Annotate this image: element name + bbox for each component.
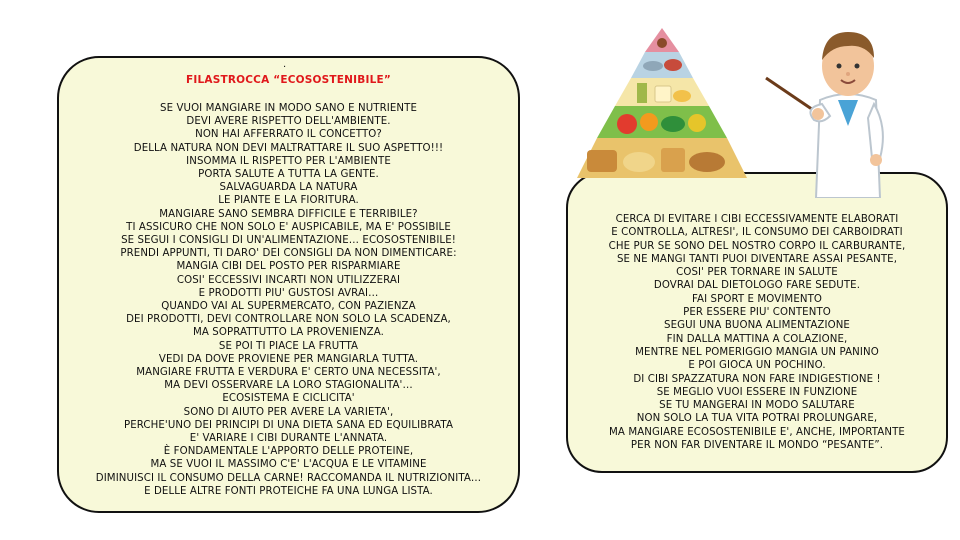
poem-right-line: FAI SPORT E MOVIMENTO [691,293,823,305]
poem-left-line: TI ASSICURO CHE NON SOLO E' AUSPICABILE, MA E' POSSIBILE [126,221,451,233]
poem-right-line: DI CIBI SPAZZATURA NON FARE INDIGESTIONE ! [633,373,881,385]
poem-right-line: DOVRAI DAL DIETOLOGO FARE SEDUTE. [653,280,861,292]
poem-left-line: PRENDI APPUNTI, TI DARO' DEI CONSIGLI DA NON DIMENTICARE: [120,248,457,260]
poem-left-line: MA SE VUOI IL MASSIMO C'E' L'ACQUA E LE VITAMINE [150,459,427,471]
poem-left-line: E PRODOTTI PIU' GUSTOSI AVRAI… [198,287,379,299]
poem-lines-right [570,213,944,452]
poem-left-line: LE PIANTE E LA FIORITURA. [218,195,359,207]
poem-left-line: E DELLE ALTRE FONTI PROTEICHE FA UNA LUNGA LISTA. [144,485,433,497]
poem-left-line: MA DEVI OSSERVARE LA LORO STAGIONALITA'… [164,380,413,392]
poem-box-right [566,172,948,473]
poem-left-line: INSOMMA IL RISPETTO PER L'AMBIENTE [186,155,391,167]
poem-left-line: SALVAGUARDA LA NATURA [219,182,358,194]
poem-left-line: MANGIA CIBI DEL POSTO PER RISPARMIARE [176,261,401,273]
poem-left-line: SONO DI AIUTO PER AVERE LA VARIETA', [183,406,394,418]
poem-right-line: NON SOLO LA TUA VITA POTRAI PROLUNGARE, [636,413,878,425]
poem-right-line: COSI' PER TORNARE IN SALUTE [676,267,838,279]
poem-right-line: CERCA DI EVITARE I CIBI ECCESSIVAMENTE ELABORATI [615,214,899,225]
poem-right-line: CHE PUR SE SONO DEL NOSTRO CORPO IL CARBURANTE, [608,240,906,252]
poem-left-line: MA SOPRATTUTTO LA PROVENIENZA. [193,327,384,339]
poem-left-line: SE VUOI MANGIARE IN MODO SANO E NUTRIENTE [160,103,417,114]
poem-left-line: NON HAI AFFERRATO IL CONCETTO? [195,129,382,141]
doctor-with-pointer-illustration [760,8,960,198]
poem-right-line: PER NON FAR DIVENTARE IL MONDO “PESANTE”. [630,440,884,452]
poem-left-line: PORTA SALUTE A TUTTA LA GENTE. [198,169,379,181]
poem-right-line: MA MANGIARE ECOSOSTENIBILE E', ANCHE, IMPORTANTE [609,426,905,438]
poem-right-line: E POI GIOCA UN POCHINO. [688,360,826,372]
poem-right-line: MENTRE NEL POMERIGGIO MANGIA UN PANINO [635,346,879,358]
poem-left-line: DELLA NATURA NON DEVI MALTRATTARE IL SUO ASPETTO!!! [133,142,444,154]
poem-right-line: SEGUI UNA BUONA ALIMENTAZIONE [664,320,850,332]
poem-right-line: E CONTROLLA, ALTRESI', IL CONSUMO DEI CARBOIDRATI [611,227,903,239]
poem-left-line: MANGIARE SANO SEMBRA DIFFICILE E TERRIBILE? [159,208,418,220]
poem-left-line: COSI' ECCESSIVI INCARTI NON UTILIZZERAI [176,274,401,286]
poem-left-line: DEI PRODOTTI, DEVI CONTROLLARE NON SOLO LA SCADENZA, [126,314,451,326]
poem-lines-left [61,102,516,498]
poem-right-line: PER ESSERE PIU' CONTENTO [683,307,831,319]
title-dot: . [283,59,287,70]
poem-left-line: DIMINUISCI IL CONSUMO DELLA CARNE! RACCOMANDA IL NUTRIZIONITA… [95,472,482,484]
poem-box-left [57,56,520,513]
poem-right-line: SE MEGLIO VUOI ESSERE IN FUNZIONE [656,386,858,398]
food-pyramid-illustration [577,28,747,178]
poem-left-line: QUANDO VAI AL SUPERMERCATO, CON PAZIENZA [161,301,416,313]
poem-right-line: FIN DALLA MATTINA A COLAZIONE, [666,333,848,345]
poem-left-line: È FONDAMENTALE L'APPORTO DELLE PROTEINE, [163,446,414,458]
poem-left-line: MANGIARE FRUTTA E VERDURA E' CERTO UNA NECESSITA', [136,367,441,379]
poem-right-line: SE TU MANGERAI IN MODO SALUTARE [659,400,855,412]
poem-left-line: PERCHE'UNO DEI PRINCIPI DI UNA DIETA SANA ED EQUILIBRATA [123,419,454,431]
poem-left-line: ECOSISTEMA E CICLICITA' [222,393,355,405]
poem-left-line: E' VARIARE I CIBI DURANTE L'ANNATA. [189,433,388,445]
poem-left-line: SE POI TI PIACE LA FRUTTA [218,340,359,352]
poem-left-line: SE SEGUI I CONSIGLI DI UN'ALIMENTAZIONE… ECOSOSTENIBILE! [121,235,456,247]
poem-left-line: VEDI DA DOVE PROVIENE PER MANGIARLA TUTTA. [158,353,419,365]
poem-left-line: DEVI AVERE RISPETTO DELL'AMBIENTE. [186,116,391,128]
poem-title: FILASTROCCA “ECOSOSTENIBILE” [186,74,391,86]
poem-right-line: SE NE MANGI TANTI PUOI DIVENTARE ASSAI PESANTE, [616,253,898,265]
